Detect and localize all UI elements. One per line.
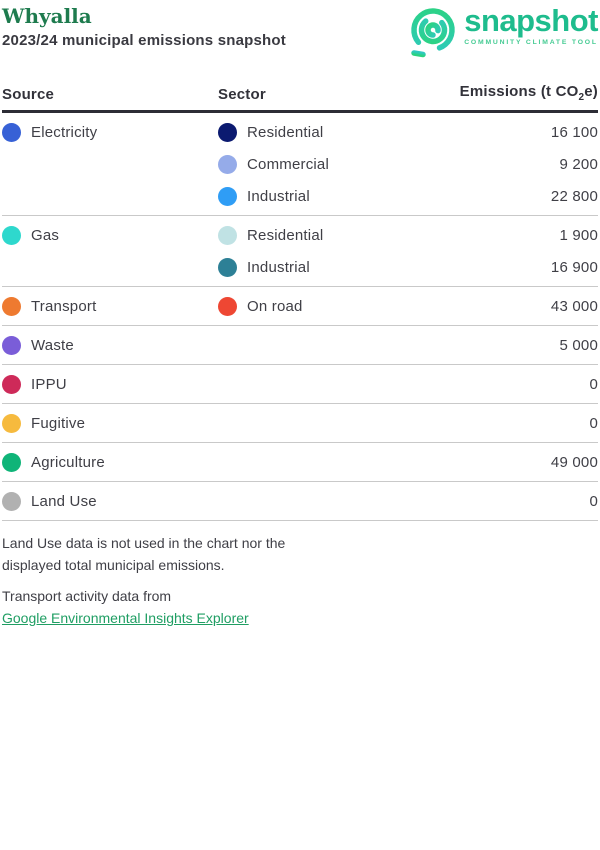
sector-cell — [218, 226, 323, 245]
emissions-value: 49 000 — [550, 453, 598, 471]
emissions-value: 5 000 — [559, 336, 598, 354]
sector-rows — [218, 446, 598, 478]
emissions-value: 0 — [589, 375, 598, 393]
sector-color-dot — [218, 187, 237, 206]
transport-credit-text: Transport activity data from — [2, 588, 172, 604]
source-color-dot — [2, 123, 21, 142]
source-group — [2, 443, 598, 482]
source-group — [2, 404, 598, 443]
sector-label: Residential — [247, 123, 324, 141]
emissions-value: 0 — [589, 492, 598, 510]
sector-color-dot — [218, 258, 237, 277]
source-group — [2, 287, 598, 326]
logo-wordmark: snapshot — [464, 3, 598, 38]
land-use-note — [2, 532, 598, 576]
source-color-dot — [2, 414, 21, 433]
table-row — [218, 116, 598, 148]
source-color-dot — [2, 375, 21, 394]
emissions-table — [2, 83, 598, 521]
source-label: Transport — [31, 297, 97, 315]
sector-cell — [218, 155, 329, 174]
emissions-value: 1 900 — [559, 226, 598, 244]
source-label: Electricity — [31, 123, 98, 141]
sector-rows — [218, 116, 598, 212]
sector-rows — [218, 219, 598, 283]
source-group — [2, 482, 598, 521]
sector-label: Commercial — [247, 155, 330, 173]
sector-cell — [218, 187, 310, 206]
table-row — [218, 407, 598, 439]
source-label: Waste — [31, 336, 74, 354]
logo-tagline: COMMUNITY CLIMATE TOOL — [464, 39, 598, 46]
source-group — [2, 113, 598, 216]
source-cell — [2, 116, 218, 148]
table-row — [218, 446, 598, 478]
source-cell — [2, 485, 218, 517]
sector-color-dot — [218, 226, 237, 245]
title-block — [2, 2, 286, 49]
source-cell — [2, 290, 218, 322]
table-row — [218, 368, 598, 400]
source-label: Gas — [31, 226, 60, 244]
logo-text-block — [464, 4, 598, 46]
sector-cell — [218, 123, 323, 142]
sector-rows — [218, 485, 598, 517]
table-row — [218, 219, 598, 251]
column-header-emissions: Emissions (t $CO_2e$) — [459, 83, 598, 103]
sector-cell — [218, 258, 310, 277]
sector-rows — [218, 290, 598, 322]
emissions-value: 16 100 — [550, 123, 598, 141]
table-row — [218, 148, 598, 180]
source-cell — [2, 368, 218, 400]
google-eie-link[interactable]: Google Environmental Insights Explorer — [2, 610, 249, 626]
source-color-dot — [2, 336, 21, 355]
sector-rows — [218, 329, 598, 361]
table-row — [218, 290, 598, 322]
sector-color-dot — [218, 123, 237, 142]
table-row — [218, 180, 598, 212]
emissions-value: 22 800 — [550, 187, 598, 205]
table-body — [2, 113, 598, 521]
sector-color-dot — [218, 155, 237, 174]
land-use-note-line2: displayed total municipal emissions. — [2, 557, 225, 573]
source-label: IPPU — [31, 375, 67, 393]
table-row — [218, 329, 598, 361]
sector-label: Industrial — [247, 187, 310, 205]
source-group — [2, 365, 598, 404]
sector-color-dot — [218, 297, 237, 316]
land-use-note-line1: Land Use data is not used in the chart nor the — [2, 535, 286, 551]
sector-label: Industrial — [247, 258, 310, 276]
snapshot-arcs-icon — [409, 4, 457, 58]
source-cell — [2, 329, 218, 361]
source-label: Agriculture — [31, 453, 105, 471]
table-header-row — [2, 83, 598, 113]
table-row — [218, 251, 598, 283]
transport-credit — [2, 585, 598, 629]
sector-rows — [218, 368, 598, 400]
emissions-value: 43 000 — [550, 297, 598, 315]
emissions-value: 16 900 — [550, 258, 598, 276]
snapshot-logo — [409, 2, 598, 58]
column-header-sector: Sector — [218, 86, 266, 103]
emissions-value: 9 200 — [559, 155, 598, 173]
source-cell — [2, 219, 218, 251]
source-cell — [2, 407, 218, 439]
sector-label: On road — [247, 297, 303, 315]
source-label: Fugitive — [31, 414, 86, 432]
source-color-dot — [2, 297, 21, 316]
sector-cell — [218, 297, 303, 316]
source-color-dot — [2, 226, 21, 245]
page-header — [2, 2, 598, 58]
sector-rows — [218, 407, 598, 439]
source-color-dot — [2, 492, 21, 511]
municipality-title: Whyalla — [2, 4, 92, 28]
source-label: Land Use — [31, 492, 97, 510]
column-header-source: Source — [2, 86, 55, 103]
table-row — [218, 485, 598, 517]
source-cell — [2, 446, 218, 478]
source-group — [2, 326, 598, 365]
sector-label: Residential — [247, 226, 324, 244]
footnotes — [2, 532, 598, 629]
source-color-dot — [2, 453, 21, 472]
source-group — [2, 216, 598, 287]
page-subtitle: 2023/24 municipal emissions snapshot — [2, 32, 286, 49]
emissions-value: 0 — [589, 414, 598, 432]
